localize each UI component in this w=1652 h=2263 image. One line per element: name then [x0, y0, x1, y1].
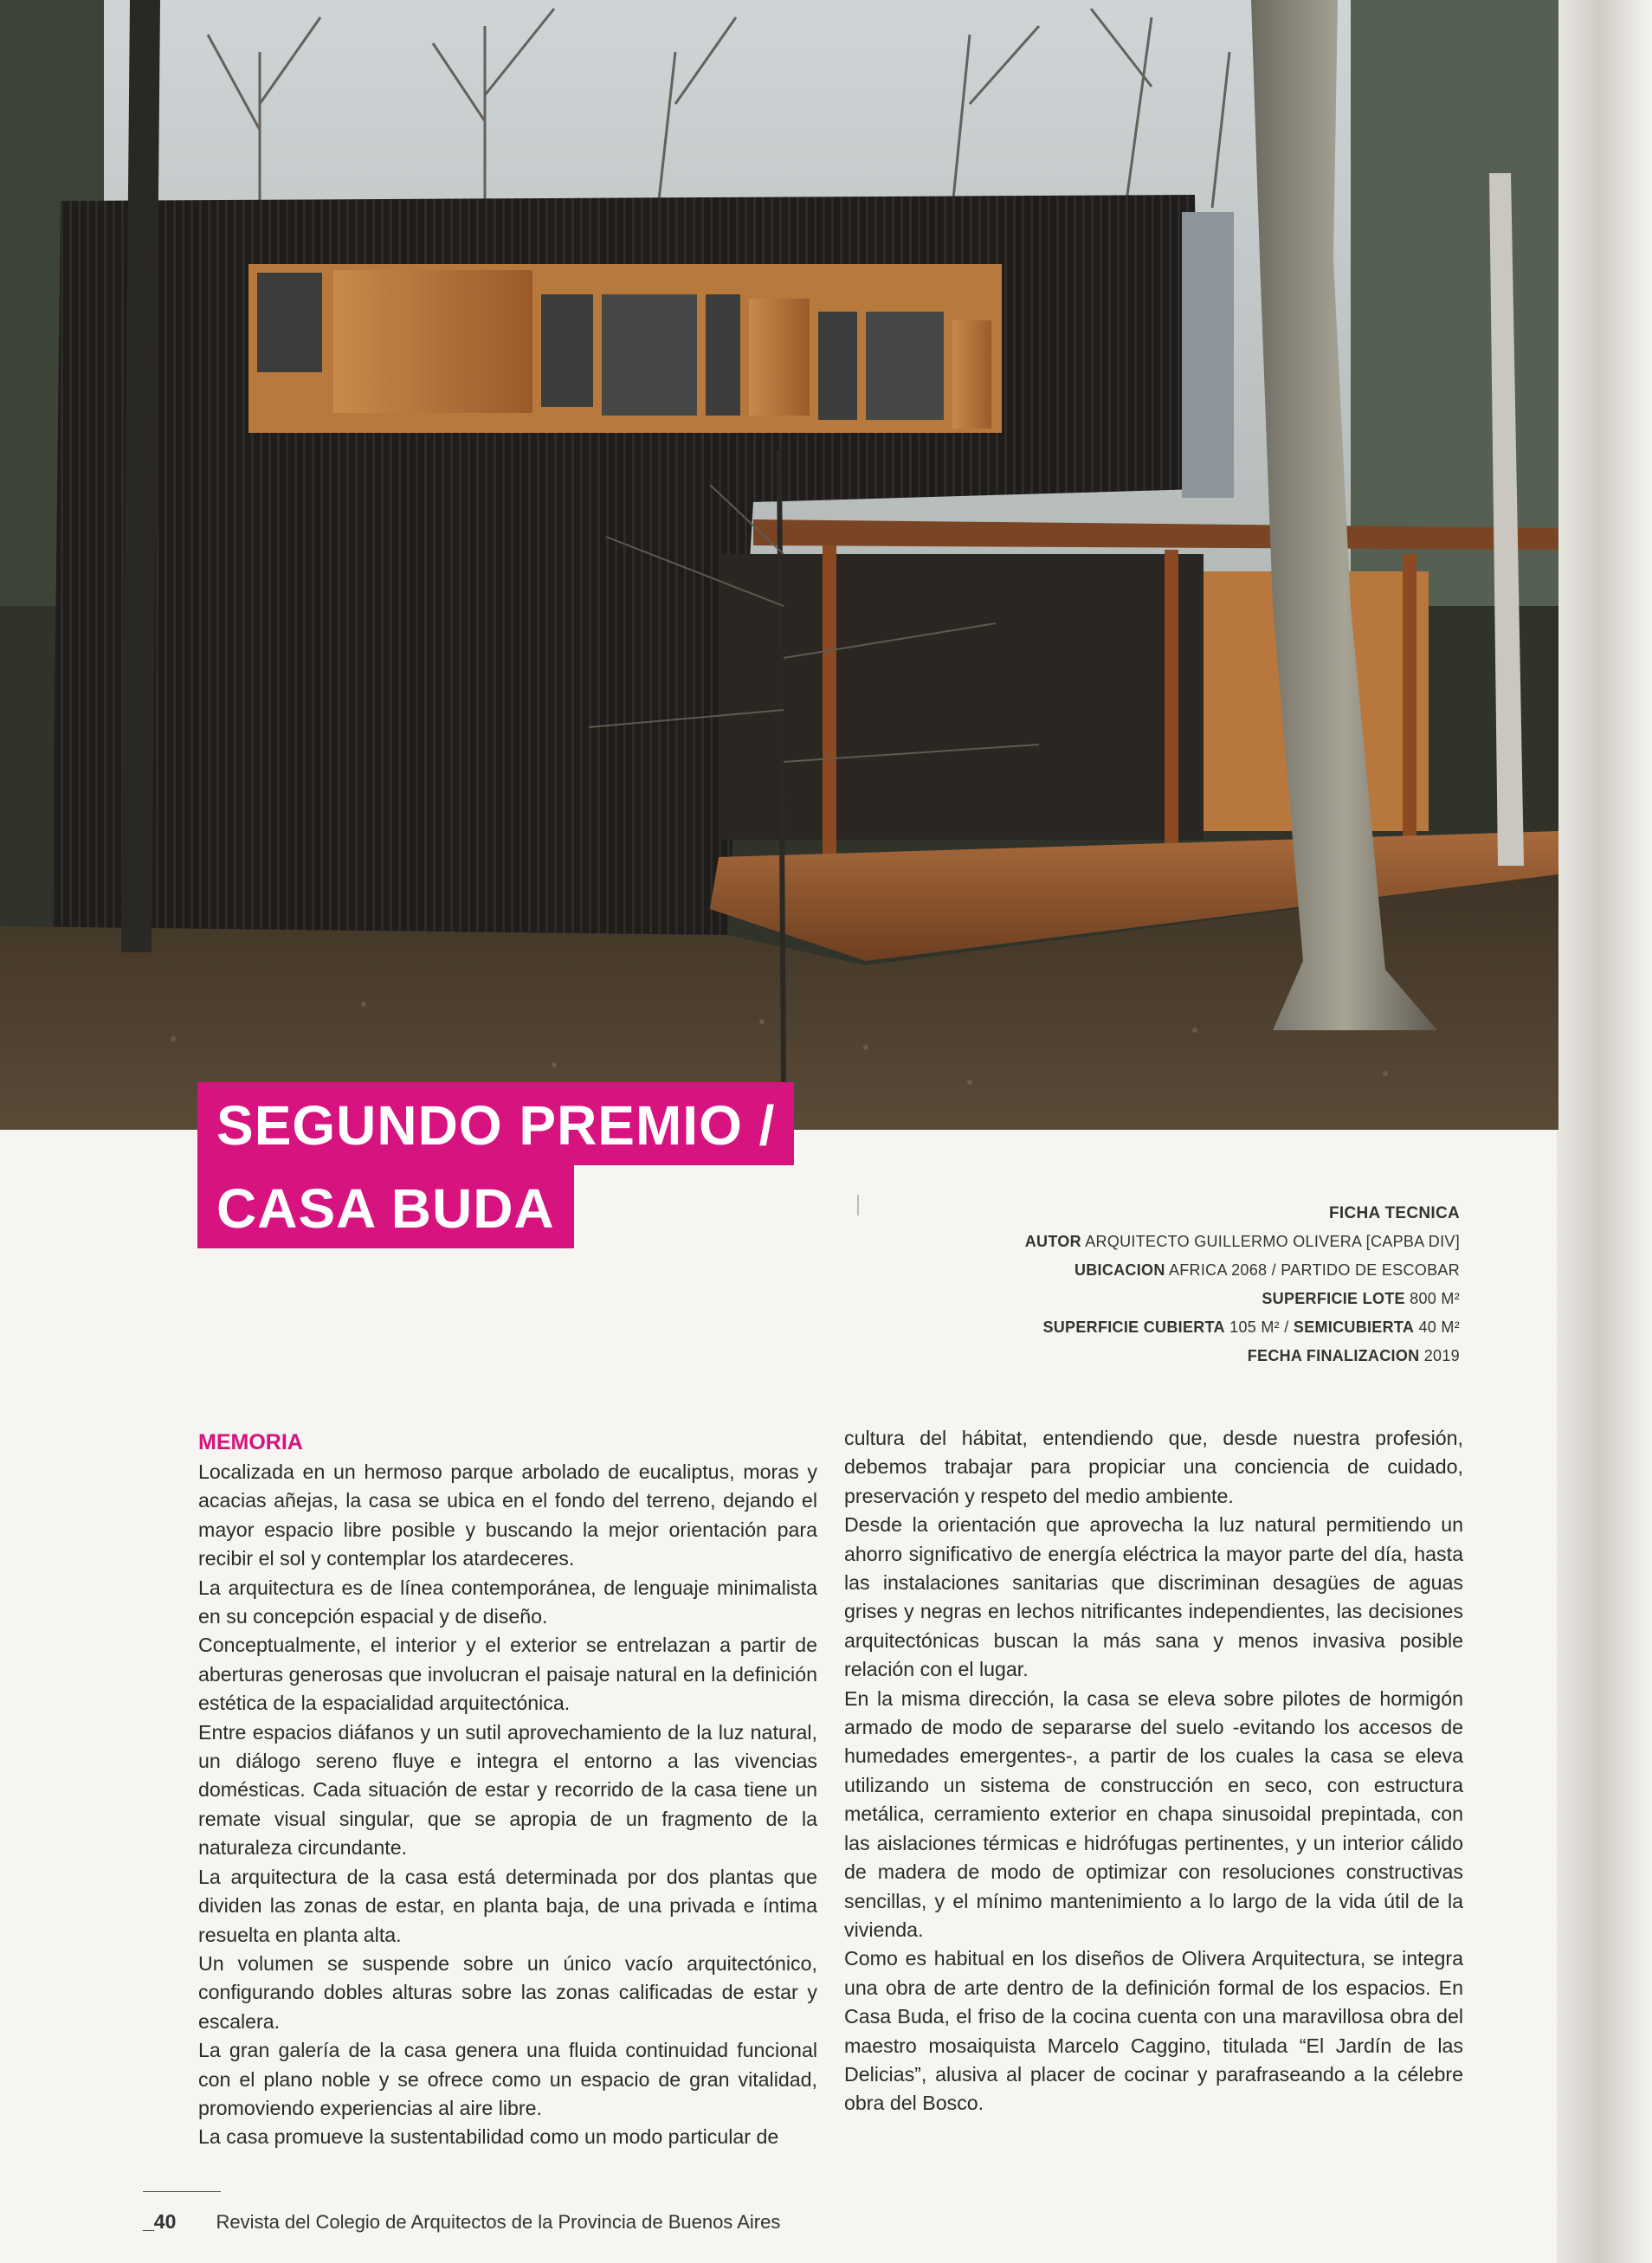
ficha-cubierta: [1025, 1313, 1460, 1342]
page-gutter-shadow: [1557, 0, 1652, 2263]
ficha-fecha: [1025, 1342, 1460, 1370]
memoria-paragraph: Un volumen se suspende sobre un único vacío arquitectónico, configurando dobles alturas sobre las zonas calificadas de estar y escalera.: [198, 1951, 817, 2033]
hero-photo-casa-buda: [0, 0, 1558, 1130]
ficha-autor-label: AUTOR: [1024, 1233, 1081, 1250]
ficha-tecnica: [1025, 1199, 1460, 1370]
memoria-column-1: [198, 1428, 817, 2152]
article-title: [197, 1082, 794, 1248]
title-line-project: CASA BUDA: [197, 1165, 574, 1248]
footer-rule: [143, 2191, 221, 2192]
memoria-heading: MEMORIA: [198, 1430, 303, 1454]
ficha-cubierta-value: 105 M² /: [1229, 1318, 1289, 1336]
memoria-paragraph: La arquitectura es de línea contemporánea, de lenguaje minimalista en su concepción espacial y de diseño.: [198, 1576, 817, 1628]
memoria-paragraph: En la misma dirección, la casa se eleva sobre pilotes de hormigón armado de modo de separarse del suelo -evitando los accesos de humedades emergentes-, a partir de los cuales la casa se eleva utilizando un sistema de construcción en seco, con estructura metálica, cerramiento exterior en chapa sinusoidal prepintada, con las aislaciones térmicas e hidrófugas pertinentes, y un interior cálido de madera de modo de optimizar con resoluciones constructivas sencillas, y el mínimo mantenimiento a lo largo de la vida útil de la vivienda.: [844, 1686, 1463, 1941]
memoria-paragraph: La gran galería de la casa genera una fluida continuidad funcional con el plano noble y se ofrece como un espacio de gran vitalidad, promoviendo experiencias al aire libre.: [198, 2039, 817, 2119]
ficha-semicubierta-value: 40 M²: [1418, 1318, 1460, 1336]
ficha-fecha-value: 2019: [1423, 1347, 1460, 1364]
ficha-ubicacion-value: AFRICA 2068 / PARTIDO DE ESCOBAR: [1168, 1261, 1460, 1279]
ficha-cubierta-label: SUPERFICIE CUBIERTA: [1042, 1318, 1225, 1336]
memoria-paragraph: La arquitectura de la casa está determinada por dos plantas que dividen las zonas de estar, en planta baja, de una privada e íntima resuelta en planta alta.: [198, 1865, 817, 1946]
ficha-lote-label: SUPERFICIE LOTE: [1262, 1290, 1405, 1307]
memoria-paragraph: Entre espacios diáfanos y un sutil aprovechamiento de la luz natural, un diálogo sereno fluye e integra el entorno a las vivencias domésticas. Cada situación de estar y recorrido de la casa tiene un remate visual singular, que se apropia de un fragmento de la naturaleza circundante.: [198, 1720, 817, 1860]
memoria-paragraph: Conceptualmente, el interior y el exterior se entrelazan a partir de aberturas generosas que involucran el paisaje natural en la definición estética de la espacialidad arquitectónica.: [198, 1634, 817, 1715]
memoria-paragraph: La casa promueve la sustentabilidad como un modo particular de: [198, 2125, 779, 2149]
page-number: _40: [143, 2210, 177, 2233]
title-line-award: SEGUNDO PREMIO /: [197, 1082, 794, 1165]
page-footer: [143, 2210, 780, 2234]
memoria-paragraph: Desde la orientación que aprovecha la luz natural permitiendo un ahorro significativo de energía eléctrica la mayor parte del día, hasta las instalaciones sanitarias que discriminan desagües de aguas grises y negras en lechos nitrificantes independientes, las decisiones arquitectónicas buscan la más sana y menos invasiva posible relación con el lugar.: [844, 1513, 1463, 1681]
scan-mark: [857, 1195, 859, 1215]
ficha-lote: [1025, 1285, 1460, 1313]
ficha-autor: [1025, 1228, 1460, 1256]
ficha-heading: FICHA TECNICA: [1329, 1204, 1460, 1222]
ficha-lote-value: 800 M²: [1410, 1290, 1460, 1307]
ficha-autor-value: ARQUITECTO GUILLERMO OLIVERA [CAPBA DIV]: [1085, 1233, 1460, 1250]
memoria-paragraph: Como es habitual en los diseños de Olivera Arquitectura, se integra una obra de arte dentro de la definición formal de los espacios. En Casa Buda, el friso de la cocina cuenta con una maravillosa obra del maestro mosaiquista Marcelo Caggino, titulada “El Jardín de las Delicias”, alusiva al placer de cocinar y parafraseando a la célebre obra del Bosco.: [844, 1947, 1463, 2115]
memoria-column-2: [844, 1424, 1463, 2118]
ficha-ubicacion-label: UBICACION: [1074, 1261, 1165, 1279]
ficha-semicubierta-label: SEMICUBIERTA: [1293, 1318, 1415, 1336]
ficha-ubicacion: [1025, 1256, 1460, 1285]
publication-name: Revista del Colegio de Arquitectos de la Provincia de Buenos Aires: [216, 2211, 781, 2233]
memoria-paragraph: Localizada en un hermoso parque arbolado de eucaliptus, moras y acacias añejas, la casa se ubica en el fondo del terreno, dejando el mayor espacio libre posible y buscando la mejor orientación para recibir el sol y contemplar los atardeceres.: [198, 1460, 817, 1570]
memoria-paragraph: cultura del hábitat, entendiendo que, desde nuestra profesión, debemos trabajar para propiciar una conciencia de cuidado, preservación y respeto del medio ambiente.: [844, 1427, 1463, 1507]
ficha-fecha-label: FECHA FINALIZACION: [1247, 1347, 1420, 1364]
